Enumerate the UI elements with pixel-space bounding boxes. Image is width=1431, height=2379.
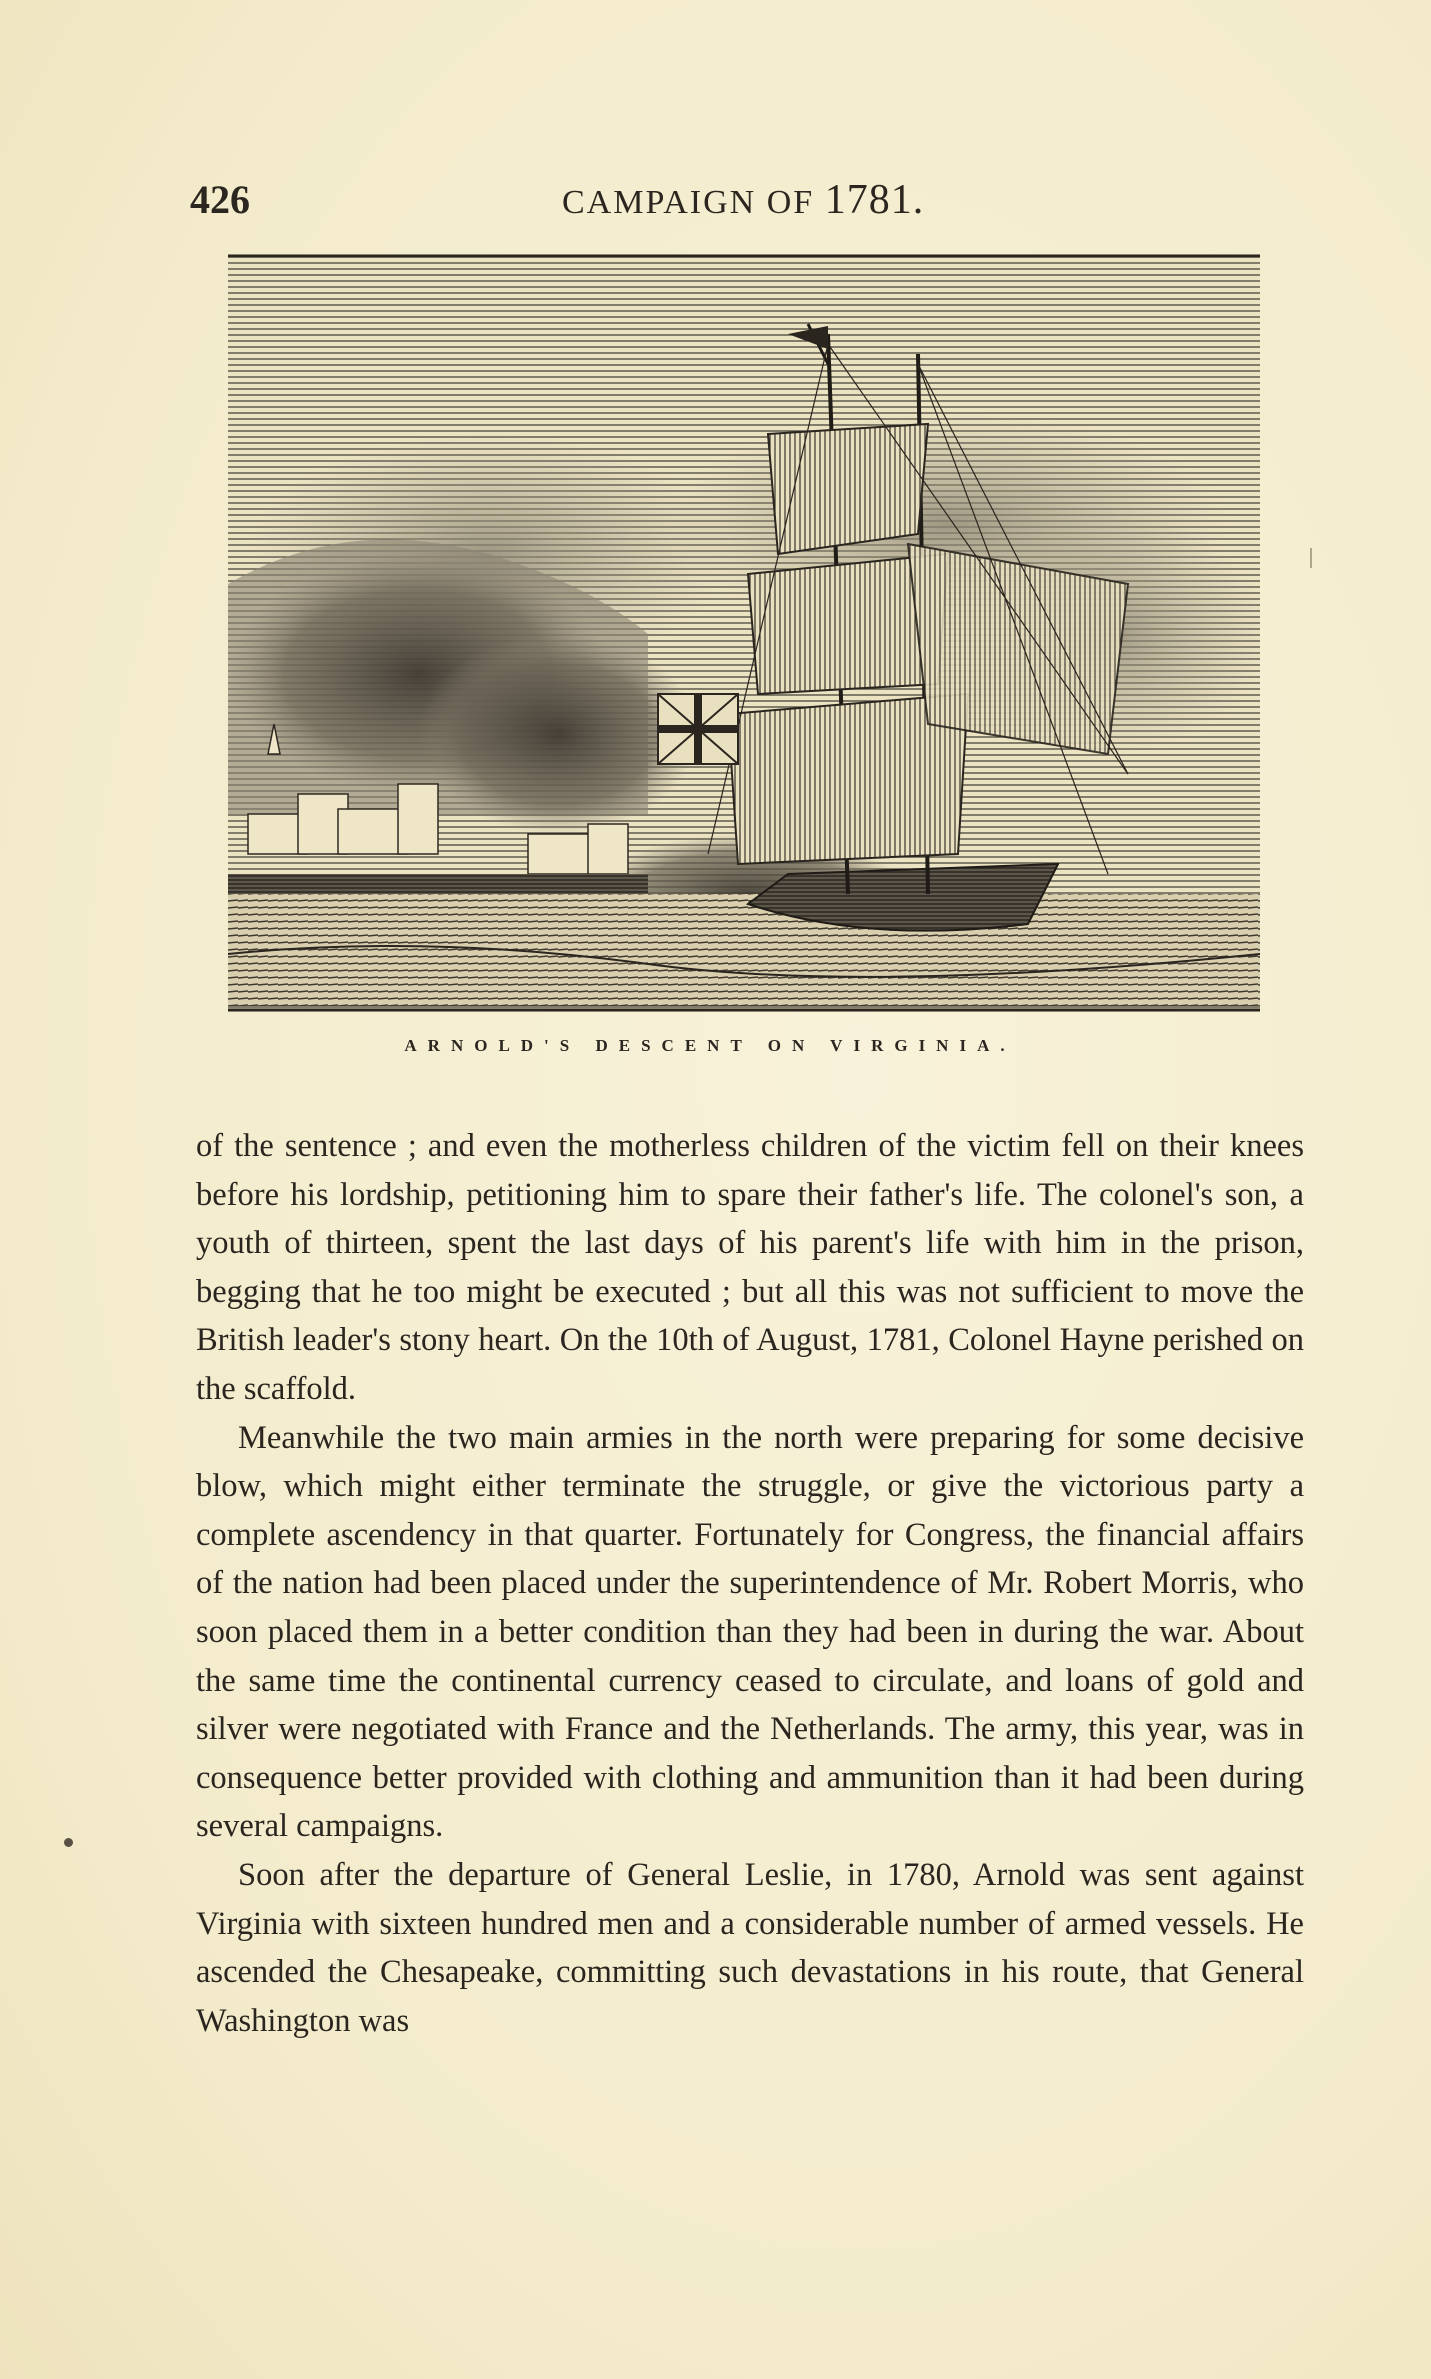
engraving-ship-burning-town-icon (228, 254, 1260, 1012)
paragraph-3: Soon after the departure of General Leslie, in 1780, Arnold was sent against Virginia with sixteen hundred men and a considerable number of armed vessels. He ascended the Chesapeake, committing such devastations in his route, that General Washington was (196, 1856, 1304, 2039)
page-number: 426 (190, 177, 250, 222)
running-head-year: 1781. (824, 177, 925, 223)
running-head (562, 176, 924, 224)
paragraph-1: of the sentence ; and even the motherless children of the victim fell on their knees before his lordship, petitioning him to spare their father's life. The colonel's son, a youth of thirteen, spent the last days of his parent's life with him in the prison, begging that he too might be executed ; but all this was not sufficient to move the British leader's stony heart. On the 10th of August, 1781, Colonel Hayne perished on the scaffold. (196, 1128, 1304, 1407)
running-head-title: CAMPAIGN OF (562, 184, 815, 221)
paragraph-2: Meanwhile the two main armies in the north were preparing for some decisive blow, which might either terminate the struggle, or give the victorious party a complete ascendency in that quarter. Fortunately for Congress, the financial affairs of the nation had been placed under the superintendence of Mr. Robert Morris, who soon placed them in a better condition than they had been in during the war. About the same time the continental currency ceased to circulate, and loans of gold and silver were negotiated with France and the Netherlands. The army, this year, was in consequence better provided with clothing and ammunition than it had been during several campaigns. (196, 1419, 1304, 1845)
engraving-figure (228, 254, 1260, 1012)
body-text (196, 1122, 1304, 2045)
margin-dot (64, 1838, 73, 1847)
page-header (190, 176, 1300, 236)
margin-mark (1310, 548, 1312, 568)
figure-caption: ARNOLD'S DESCENT ON VIRGINIA. (404, 1036, 1016, 1055)
